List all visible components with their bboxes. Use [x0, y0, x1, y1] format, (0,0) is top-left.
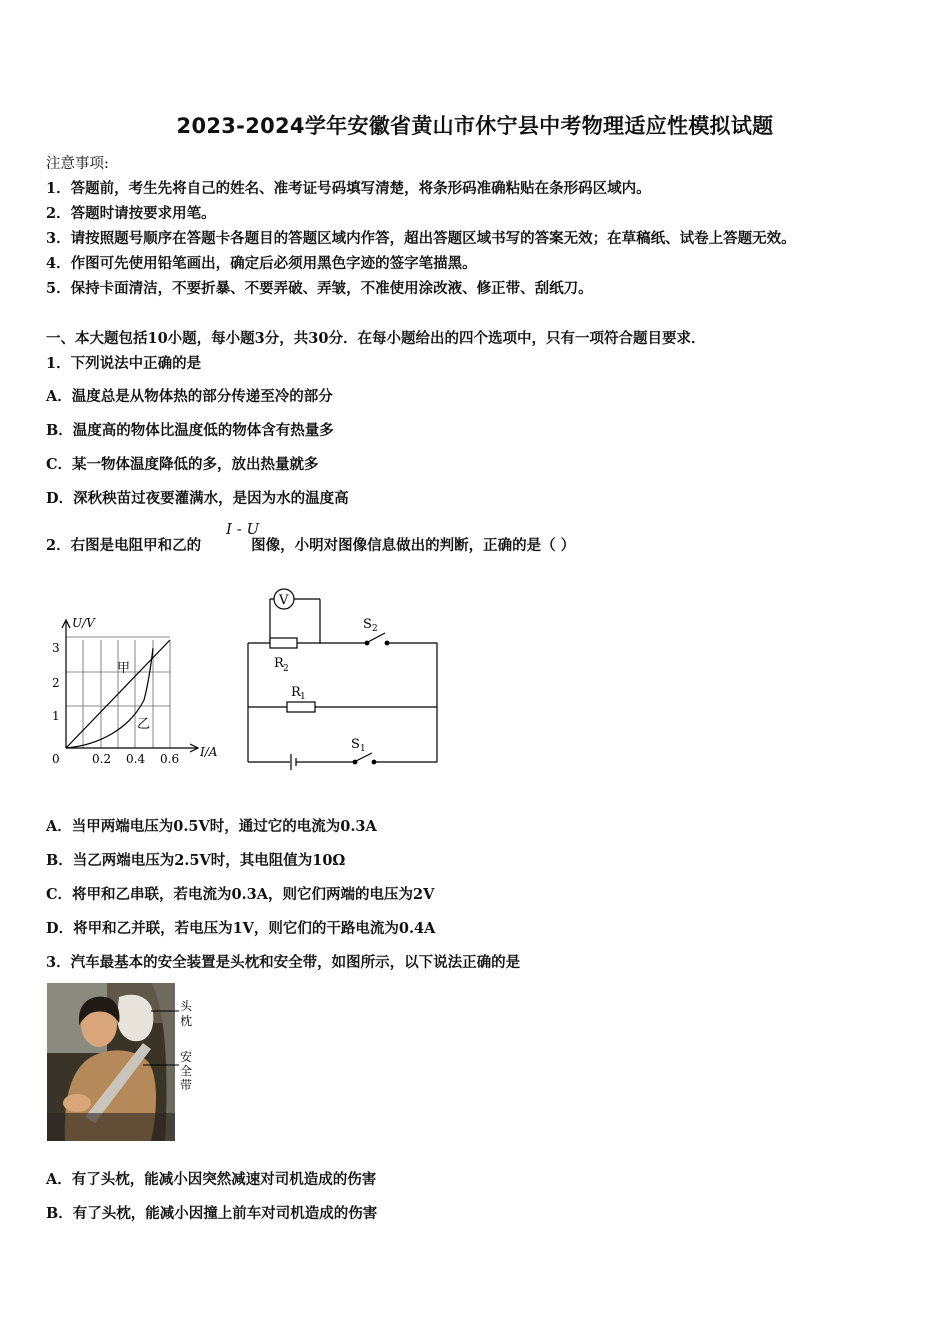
- question-3-option-a: A．有了头枕，能减小因突然减速对司机造成的伤害: [46, 1171, 377, 1188]
- iu-graph: [40, 610, 235, 775]
- question-2-stem-before: 2．右图是电阻甲和乙的: [46, 537, 202, 554]
- page-title: 2023-2024学年安徽省黄山市休宁县中考物理适应性模拟试题: [176, 114, 774, 138]
- x-axis-label: I/A: [200, 745, 218, 759]
- question-1-option-d: D．深秋秧苗过夜要灌满水，是因为水的温度高: [46, 490, 349, 507]
- photo-label: 全: [180, 1064, 193, 1078]
- curve-label-jia: 甲: [117, 661, 131, 676]
- switch-s1-sub: 1: [360, 744, 366, 754]
- notice-heading: 注意事项:: [46, 156, 109, 172]
- photo-label: 安: [180, 1050, 193, 1064]
- origin-label: 0: [52, 752, 60, 766]
- question-2-stem-after: 图像，小明对图像信息做出的判断，正确的是（ ）: [251, 537, 576, 554]
- question-2-option-a: A．当甲两端电压为0.5V时，通过它的电流为0.3A: [46, 818, 377, 835]
- resistor-r1-label: R: [291, 685, 301, 700]
- voltmeter-label: V: [279, 593, 289, 608]
- question-1-option-b: B．温度高的物体比温度低的物体含有热量多: [46, 422, 334, 439]
- question-2-stem: [46, 534, 575, 555]
- resistor-r1: [287, 702, 315, 712]
- switch-s2-label: S: [363, 617, 372, 632]
- x-tick-label: 0.2: [92, 752, 112, 766]
- notice-item: 3．请按照题号顺序在答题卡各题目的答题区域内作答，超出答题区域书写的答案无效；在草稿纸、试卷上答题无效。: [46, 230, 796, 247]
- question-3-option-b: B．有了头枕，能减小因撞上前车对司机造成的伤害: [46, 1205, 378, 1222]
- y-tick-label: 2: [52, 676, 60, 690]
- x-tick-label: 0.6: [160, 752, 180, 766]
- resistor-r1-sub: 1: [300, 692, 306, 702]
- question-2-option-c: C．将甲和乙串联，若电流为0.3A，则它们两端的电压为2V: [46, 886, 435, 903]
- curve-yi: [66, 648, 153, 748]
- y-tick-label: 1: [52, 709, 60, 723]
- circuit-diagram: [240, 585, 445, 770]
- driver-photo: [47, 983, 197, 1141]
- switch-s1-label: S: [351, 737, 360, 752]
- notice-item: 2．答题时请按要求用笔。: [46, 205, 216, 222]
- y-tick-label: 3: [52, 641, 60, 655]
- notice-item: 1．答题前，考生先将自己的姓名、准考证号码填写清楚，将条形码准确粘贴在条形码区域内。: [46, 180, 651, 197]
- photo-label: 头: [180, 999, 193, 1013]
- question-1-stem: 1．下列说法中正确的是: [46, 355, 202, 372]
- y-axis-label: U/V: [72, 616, 95, 630]
- resistor-r2-sub: 2: [283, 664, 289, 674]
- notice-item: 4．作图可先使用铅笔画出，确定后必须用黑色字迹的签字笔描黑。: [46, 255, 477, 272]
- headrest: [117, 995, 153, 1041]
- question-1-option-c: C．某一物体温度降低的多，放出热量就多: [46, 456, 319, 473]
- x-tick-label: 0.4: [126, 752, 146, 766]
- question-2-option-b: B．当乙两端电压为2.5V时，其电阻值为10Ω: [46, 852, 346, 869]
- photo-label: 带: [180, 1078, 193, 1092]
- iu-symbol: I - U: [226, 520, 260, 538]
- question-1-option-a: A．温度总是从物体热的部分传递至冷的部分: [46, 388, 333, 405]
- curve-label-yi: 乙: [137, 717, 151, 732]
- switch-s2-sub: 2: [372, 624, 378, 634]
- notice-item: 5．保持卡面清洁，不要折暴、不要弄破、弄皱，不准使用涂改液、修正带、刮纸刀。: [46, 280, 593, 297]
- question-3-stem: 3．汽车最基本的安全装置是头枕和安全带，如图所示，以下说法正确的是: [46, 954, 521, 971]
- switch-s1: [356, 753, 372, 761]
- photo-label: 枕: [180, 1014, 193, 1028]
- resistor-r2: [270, 638, 297, 648]
- resistor-r2-label: R: [274, 656, 284, 671]
- switch-s2: [368, 633, 385, 642]
- section-heading: 一、本大题包括10小题，每小题3分，共30分．在每小题给出的四个选项中，只有一项符合题目要求．: [46, 330, 706, 347]
- question-2-option-d: D．将甲和乙并联，若电压为1V，则它们的干路电流为0.4A: [46, 920, 436, 937]
